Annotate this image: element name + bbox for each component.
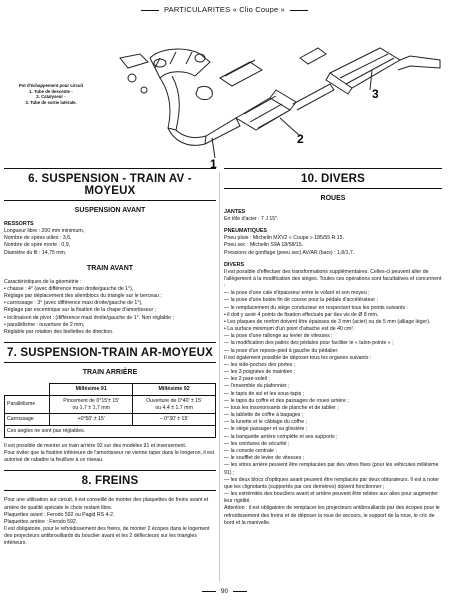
table-header-92: Millésime 92 (133, 384, 216, 396)
callout-3: 3 (372, 87, 379, 101)
footer-rule-right (233, 591, 247, 592)
page-number: 90 (220, 588, 229, 595)
header-title: PARTICULARITES « Clio Coupe » (164, 5, 285, 14)
callout-1: 1 (210, 157, 217, 170)
illustration-caption: Pot d'échappement pour circuit 1. Tube de descente - 2. Catalyseur - 3. Tube de sortie latérale. (18, 83, 84, 105)
section-6-title: 6. SUSPENSION - TRAIN AV - MOYEUX (4, 168, 216, 201)
divers-label: DIVERS (224, 261, 245, 268)
section-10-title: 10. DIVERS (224, 168, 442, 189)
right-column (224, 168, 442, 527)
page-header (0, 5, 449, 14)
footer-rule-left (202, 591, 216, 592)
section-8-text: Pour une utilisation sur circuit, il est conseillé de monter des plaquettes de freins avant et arrière de qualité spéciale le choix restant libre. Plaquettes avant : Ferodo 592 ou Pagid RS 4-2. Plaquettes arrière : Ferodo 592. Il est obligatoire, pour le refroidissement des freins, de monter 2 écopes dans le logement des projecteurs antibrouillards du bouclier avant et les 2 déflecteurs sur les triangles inférieurs. (4, 497, 210, 547)
jantes-label: JANTES (224, 209, 246, 215)
section-7-title: 7. SUSPENSION-TRAIN AR-MOYEUX (4, 342, 216, 363)
pneus-text: Pneu pluie : Michelin MXV2 « Coupe » 185/55 R 15. Pneu sec : Michelin S9A 18/58/15. Pressions de gonflage (pneu sec) AV/AR (bars) : 1,8/1,7. (224, 235, 355, 256)
roues-title: ROUES (320, 195, 346, 202)
table-header-91: Millésime 91 (50, 384, 133, 396)
pneus-label: PNEUMATIQUES (224, 228, 268, 235)
divers-text: Il est possible d'effectuer des transformations supplémentaires. Celles-ci peuvent aller de l'allègement à la modification des sièges. Toutes ces opérations sont facultatives et concernent : — la pose d'une cale d'épaisseur entre le volant et son moyeu ; — la pose d'une butée fin de course pour la pédale d'accélérateur ; — le remplacement du siège conducteur en respectant tous les points suivants : • il doit y avoir 4 points de fixation effectués par des vis de Ø 8 mm. • Les plaques de renfort doivent être épaisses de 3 mm (acier) ou de 5 mm (alliage léger). • La surface minimum d'un point d'attache est de 40 cm². — la pose d'une rallonge au levier de vitesses ; — la modification des patins des pédales pour faciliter le « talon-pointe » ; — la pose d'un repose-pied à gauche du pédalier. Il est également possible de déposer tous les organes suivants : — les vide-poches des portes ; — les 3 poignées de maintien ; — les 2 pare-soleil ; — l'ensemble du plafonnier ; — le tapis de sol et les sous-tapis ; — le tapis du coffre et des passages de roues arrière ; — tous les insonorisants de planche et de tablier ; — la tablette de coffre à bagages ; — la lunette et le câblage du coffre ; — le siège passager et sa glissière ; — la banquette arrière complète et ses supports ; — les ceintures de sécurité ; — la console centrale ; — le soufflet de levier de vitesses ; — les vitres arrière peuvent être remplacées par des vitres fixes (pour les véhicules millésime 91) ; — les deux blocs d'optiques avant peuvent être remplacés par deux obturateurs. Il est à noter que les clignotants (supportés par ces dernières) doivent fonctionner ; — les extrémités des boucliers avant et arrière peuvent être reliées aux ailes pour augmenter leur rigidité. Attention : il est obligatoire de remplacer les projecteurs antibrouillards par des écopes pour le refroidissement des freins et de déposer la roue de secours, le support de la roue, le cric de bord et la manivelle. (224, 268, 442, 526)
ressorts-label: RESSORTS (4, 221, 34, 227)
left-column (4, 168, 216, 548)
train-avant-title: TRAIN AVANT (86, 264, 134, 272)
train-arriere-title: TRAIN ARRIÈRE (82, 369, 138, 377)
table-header-empty (5, 384, 50, 396)
column-divider (219, 172, 220, 582)
table-row: Parallélisme Pincement de 0°15'± 15' ou 1,7 ± 1,7 mm Ouverture de 0°40' ± 15' ou 4,4 ± 1,7 mm (5, 395, 216, 414)
header-rule-right (290, 10, 308, 11)
header-rule-left (141, 10, 159, 11)
section-7-text: Il est possible de monter un train arrière 92 sur des modèles 91 et inversement. Pour éviter que la fixation inférieure de l'amortisseur ne vienne taper dans le longeron, il est autorisé de rabattre la feuillure à ce niveau. (4, 442, 215, 464)
table-note: Ces angles ne sont pas réglables. (5, 426, 216, 438)
callout-2: 2 (297, 132, 304, 146)
suspension-avant-title: SUSPENSION AVANT (74, 207, 146, 214)
train-arriere-table (4, 383, 216, 438)
jantes-text: En tôle d'acier : 7 J 15". (224, 216, 279, 222)
ressorts-text: Longueur libre : 200 mm minimum, Nombre de spires utiles : 3,6, Nombre de spire morte : 0,9, Diamètre du fil : 14,75 mm. (4, 228, 85, 256)
train-avant-text: Caractéristiques de la géométrie : • chasse : 4° (avec différence maxi droite/gauche de 1°), Réglage par déplacement des silentblocs du triangle sur le berceau ; • carrossage : 3° (avec différence maxi droite/gauche de 1°), Réglage par excentrique sur la fixation de la chape d'amortisseur ; • inclinaison de pivot : (différence maxi droite/gauche de 1°. Non réglable ; • parallélisme : ouverture de 2 mm, Réglable par rotation des biellettes de direction. (4, 278, 174, 335)
page-footer (0, 588, 449, 595)
table-row: Carrossage +0°50' ± 15' – 0°30' ± 15' (5, 414, 216, 426)
section-8-title: 8. FREINS (4, 470, 216, 491)
